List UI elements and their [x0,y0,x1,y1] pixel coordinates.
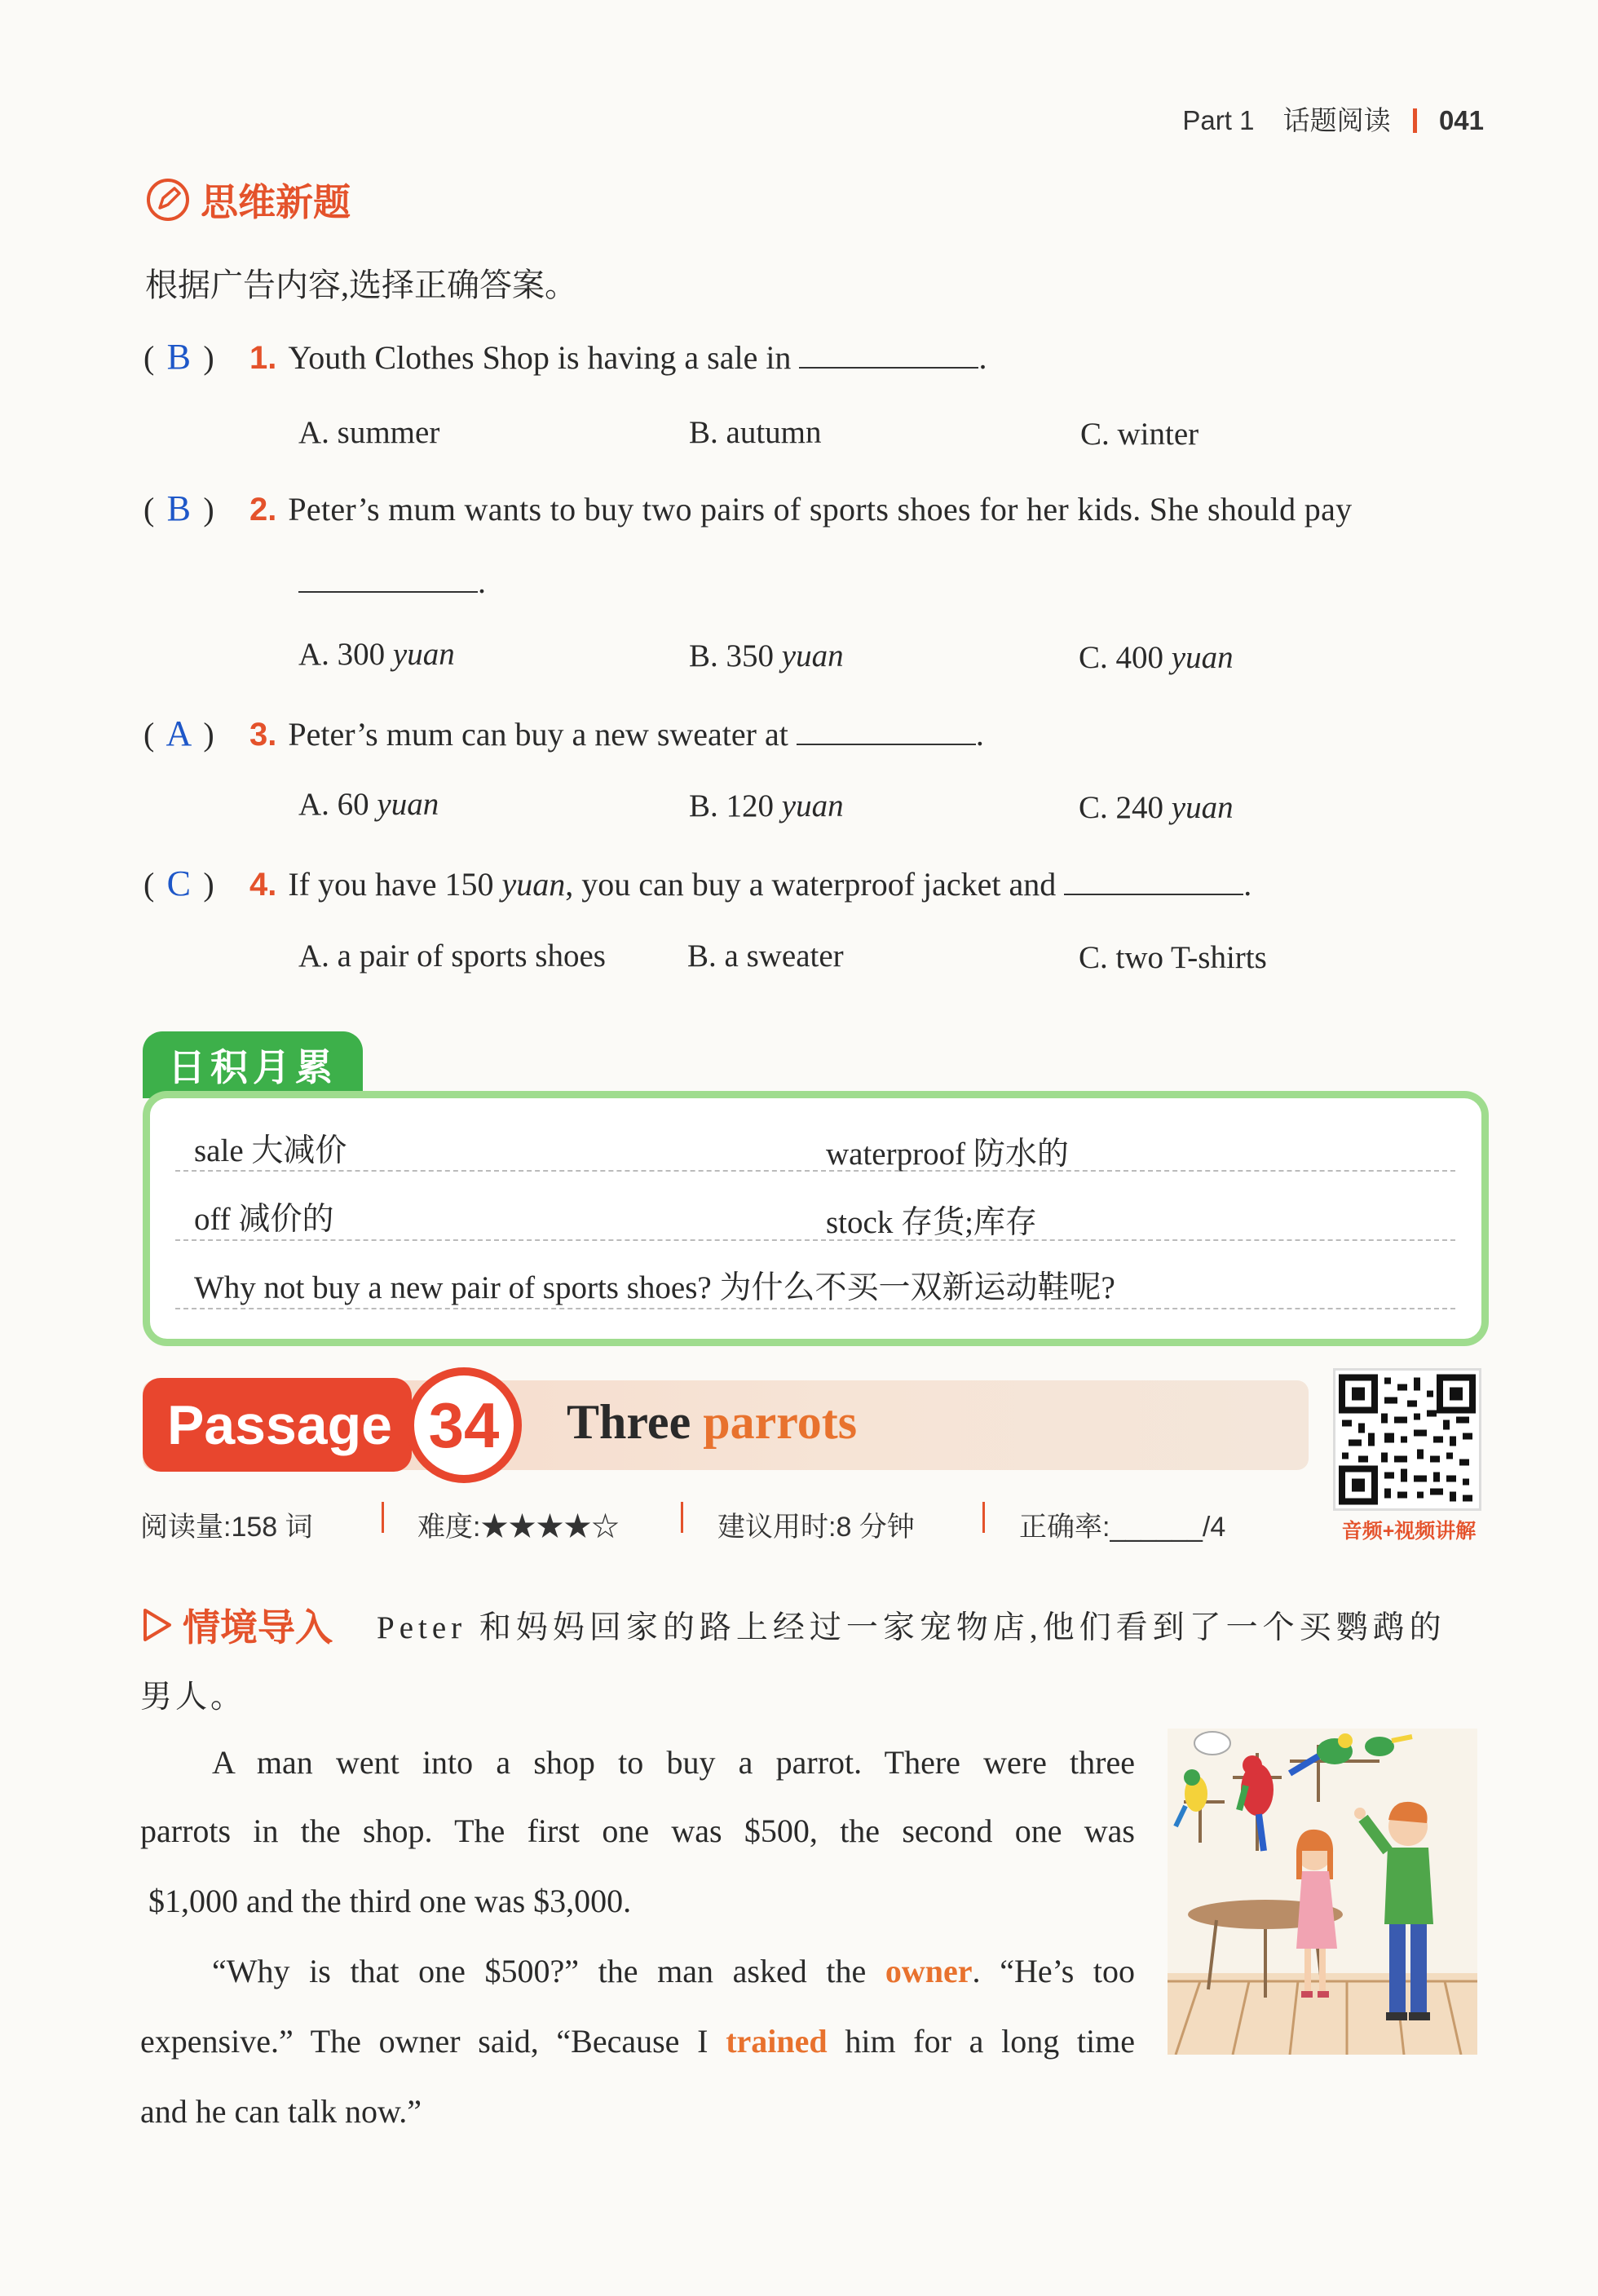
word-count: 阅读量:158 词 [140,1512,313,1543]
vocab-tab-title: 日积月累 [143,1031,363,1098]
vocab-item: stock 存货;库存 [826,1205,1037,1240]
question-number: 4. [249,867,277,903]
section-label: 话题阅读 [1282,105,1391,135]
keyword-trained: trained [726,2023,828,2060]
page-number: 041 [1438,105,1484,135]
parrot-shop-illustration [1168,1729,1477,2055]
option-a: A. 300 yuan [298,637,455,672]
answer-3[interactable]: A [166,713,192,753]
passage-line: A man went into a shop to buy a parrot. There were three [212,1744,1135,1781]
option-c: C. 240 yuan [1079,790,1234,825]
intro-heading [140,1598,333,1652]
question-number: 1. [249,340,277,376]
question-2: ( B ) 2. Peter’s mum wants to buy two pairs of sports shoes for her kids. She should pay [143,488,1353,528]
qr-code[interactable] [1333,1368,1481,1511]
vocab-sentence: Why not buy a new pair of sports shoes? 为什么不买一双新运动鞋呢? [194,1270,1115,1305]
passage-line: “Why is that one $500?” the man asked the owner. “He’s too [212,1953,1136,1989]
intro-text: Peter 和妈妈回家的路上经过一家宠物店,他们看到了一个买鹦鹉的 [377,1610,1446,1645]
option-a: A. a pair of sports shoes [298,938,606,974]
passage-line: parrots in the shop. The first one was $500, the second one was [140,1813,1135,1849]
option-b: B. a sweater [687,938,844,974]
answer-blank[interactable] [797,719,976,745]
option-b: B. 120 yuan [689,788,844,823]
suggested-time: 建议用时:8 分钟 [717,1512,915,1543]
question-4: ( C ) 4. If you have 150 yuan, you can buy a waterproof jacket and . [143,863,1252,903]
think-section-title [145,173,351,227]
play-arrow-icon [140,1606,174,1644]
question-3: ( A ) 3. Peter’s mum can buy a new sweater at . [143,713,984,753]
think-title: 思维新题 [201,181,351,223]
vocab-divider [175,1308,1455,1309]
vocab-item: waterproof 防水的 [826,1137,1069,1172]
header-divider [1413,108,1417,133]
question-stem: Youth Clothes Shop is having a sale in [288,339,792,376]
answer-blank[interactable] [1064,869,1243,895]
passage-title: Three parrots [567,1395,858,1449]
answer-blank[interactable] [799,342,978,369]
meta-divider [681,1502,683,1533]
passage-label: Passage [143,1378,412,1472]
intro-text-cont: 男人。 [140,1680,246,1715]
passage-line: and he can talk now.” [140,2093,422,2130]
answer-blank-line: . [298,563,486,601]
option-a: A. 60 yuan [298,787,439,822]
answer-1[interactable]: B [166,337,191,377]
vocab-item: off 减价的 [194,1202,334,1237]
star-rating: ★★★★☆ [480,1512,620,1543]
option-b: B. autumn [689,415,822,450]
option-c: C. two T-shirts [1079,940,1267,975]
qr-caption: 音频+视频讲解 [1341,1520,1477,1543]
meta-divider [382,1502,384,1533]
answer-blank[interactable] [298,567,478,593]
vocab-divider [175,1170,1455,1172]
question-stem: Peter’s mum can buy a new sweater at [288,716,788,753]
accuracy: 正确率:______/4 [1019,1512,1226,1543]
running-header [1182,99,1484,138]
question-number: 3. [249,717,277,753]
part-label: Part 1 [1182,105,1255,135]
passage-number: 34 [406,1367,522,1483]
vocab-divider [175,1239,1455,1241]
option-b: B. 350 yuan [689,638,844,673]
answer-2[interactable]: B [166,488,191,528]
vocab-item: sale 大减价 [194,1133,347,1168]
option-c: C. winter [1080,417,1199,452]
option-a: A. summer [298,415,440,450]
instruction: 根据广告内容,选择正确答案。 [145,267,577,303]
option-c: C. 400 yuan [1079,640,1234,675]
passage-line: $1,000 and the third one was $3,000. [148,1883,632,1919]
question-stem: Peter’s mum wants to buy two pairs of sports shoes for her kids. She should pay [288,491,1353,528]
question-1: ( B ) 1. Youth Clothes Shop is having a sale in . [143,337,987,377]
difficulty: 难度:★★★★☆ [417,1512,620,1543]
answer-4[interactable]: C [166,863,191,903]
meta-divider [982,1502,985,1533]
question-number: 2. [249,492,277,528]
intro-title: 情境导入 [183,1606,333,1649]
pen-badge-icon [145,177,191,223]
keyword-owner: owner [885,1953,973,1989]
passage-line: expensive.” The owner said, “Because I trained him for a long time [140,2023,1136,2060]
